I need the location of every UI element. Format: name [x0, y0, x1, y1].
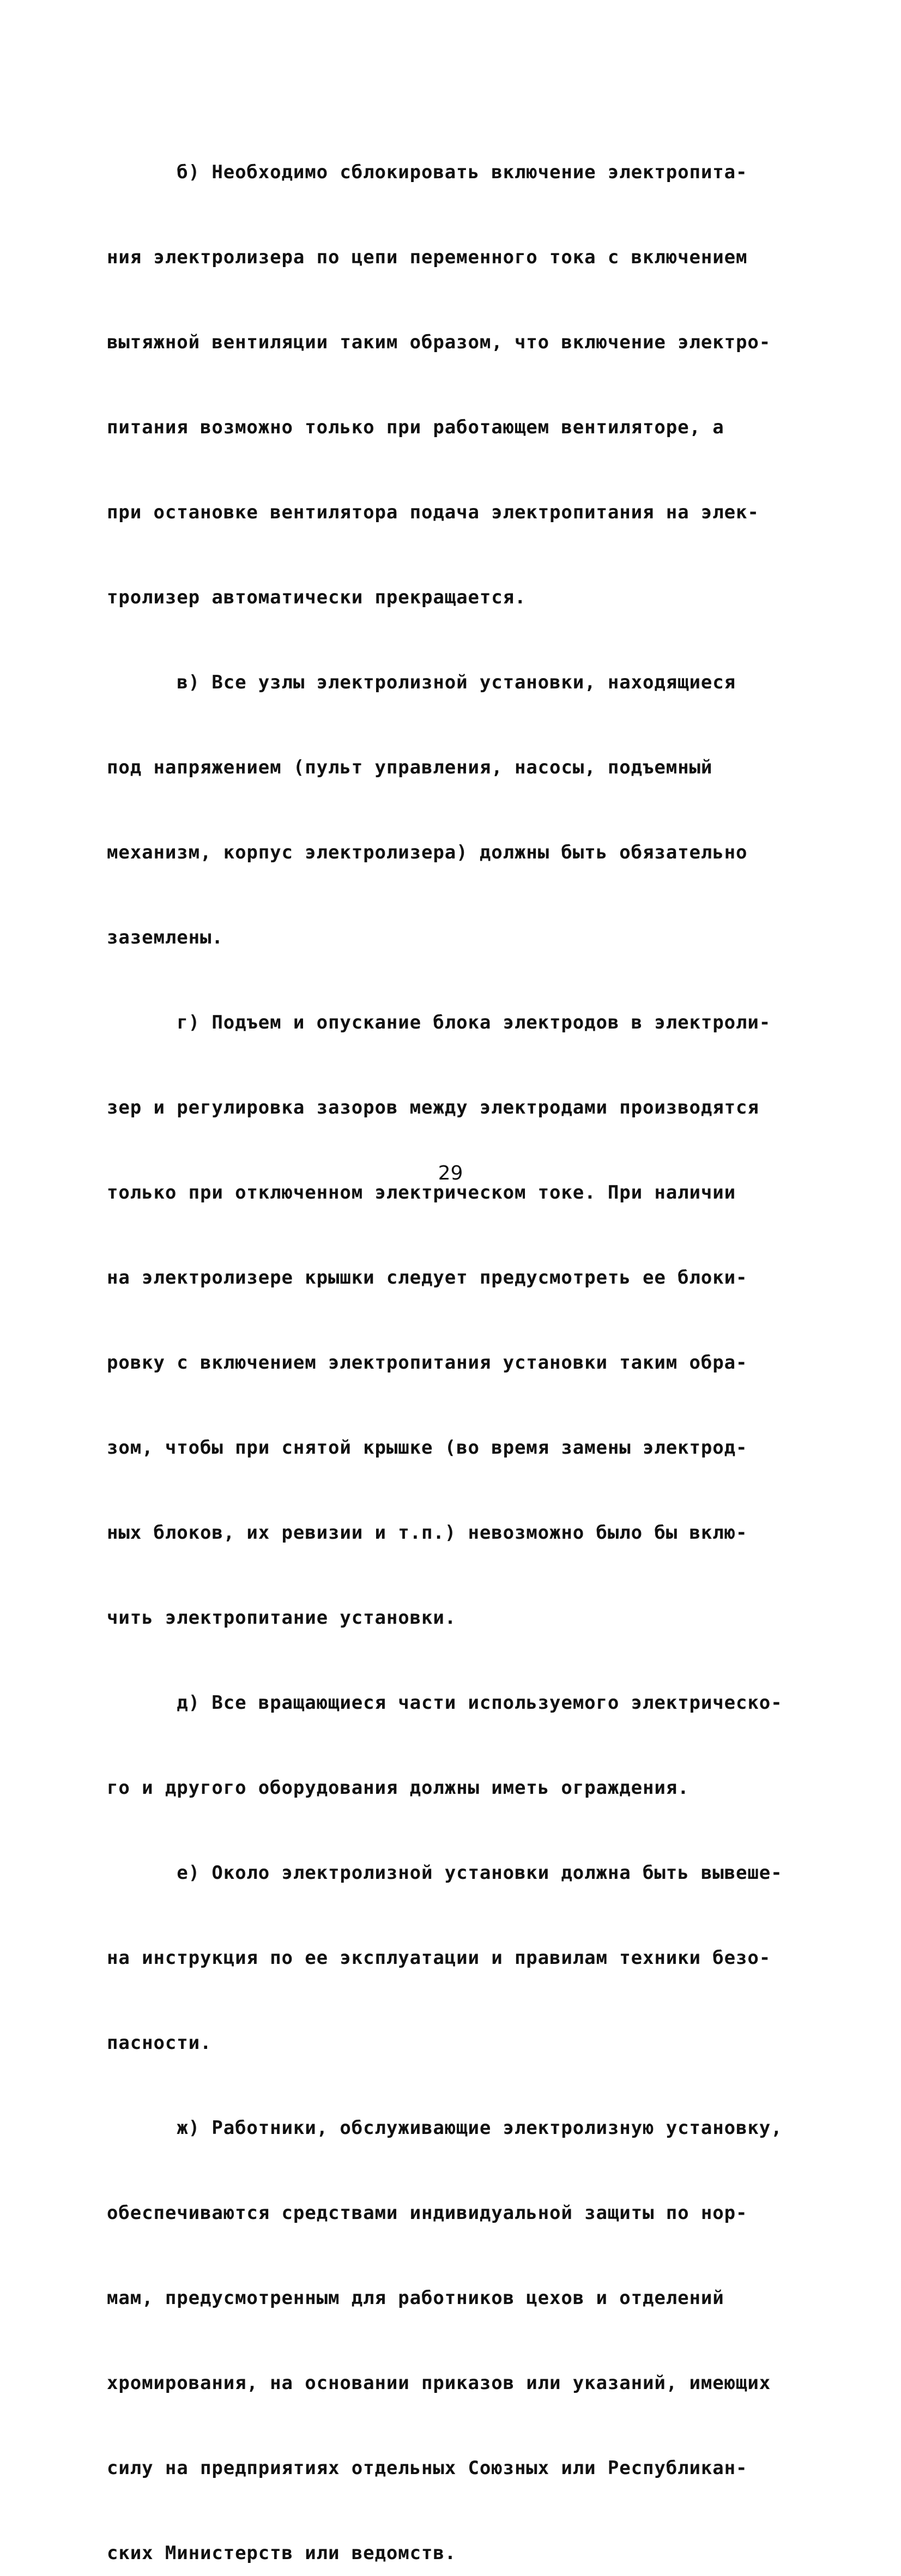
text-line: на электролизере крышки следует предусмотреть ее блоки- — [107, 1267, 748, 1289]
text-line: чить электропитание установки. — [107, 1607, 457, 1629]
text-line: ных блоков, их ревизии и т.п.) невозможно было бы вклю- — [107, 1522, 748, 1544]
text-line: ж) Работники, обслуживающие электролизную установку, — [107, 2117, 783, 2139]
text-line: питания возможно только при работающем вентиляторе, а — [107, 416, 724, 438]
text-line: вытяжной вентиляции таким образом, что включение электро- — [107, 331, 771, 353]
text-line: только при отключенном электрическом токе. При наличии — [107, 1182, 736, 1204]
text-line: зом, чтобы при снятой крышке (во время замены электрод- — [107, 1437, 748, 1459]
text-line: хромирования, на основании приказов или указаний, имеющих — [107, 2372, 771, 2394]
text-line: при остановке вентилятора подача электропитания на элек- — [107, 501, 759, 523]
text-line: е) Около электролизной установки должна быть вывеше- — [107, 1862, 783, 1884]
text-line: мам, предусмотренным для работников цехов и отделений — [107, 2287, 724, 2309]
text-line: го и другого оборудования должны иметь ограждения. — [107, 1777, 690, 1799]
body-text — [107, 101, 794, 2576]
text-line: тролизер автоматически прекращается. — [107, 586, 527, 608]
page-number: 29 — [438, 1162, 463, 1184]
text-line: пасности. — [107, 2032, 212, 2054]
text-line: ния электролизера по цепи переменного тока с включением — [107, 246, 748, 268]
text-line: ровку с включением электропитания установки таким обра- — [107, 1352, 748, 1374]
text-line: г) Подъем и опускание блока электродов в электроли- — [107, 1012, 771, 1033]
text-line: заземлены. — [107, 927, 223, 948]
text-line: в) Все узлы электролизной установки, находящиеся — [107, 672, 736, 693]
text-line: зер и регулировка зазоров между электродами производятся — [107, 1097, 759, 1118]
text-line: б) Необходимо сблокировать включение электропита- — [107, 161, 748, 183]
text-line: под напряжением (пульт управления, насосы, подъемный — [107, 757, 713, 778]
text-line: на инструкция по ее эксплуатации и правилам техники безо- — [107, 1947, 771, 1969]
text-line: механизм, корпус электролизера) должны быть обязательно — [107, 842, 748, 863]
text-line: д) Все вращающиеся части используемого электрическо- — [107, 1692, 783, 1714]
text-line: силу на предприятиях отдельных Союзных или Республикан- — [107, 2457, 748, 2479]
text-line: обеспечиваются средствами индивидуальной защиты по нор- — [107, 2202, 748, 2224]
text-line: ских Министерств или ведомств. — [107, 2542, 457, 2564]
